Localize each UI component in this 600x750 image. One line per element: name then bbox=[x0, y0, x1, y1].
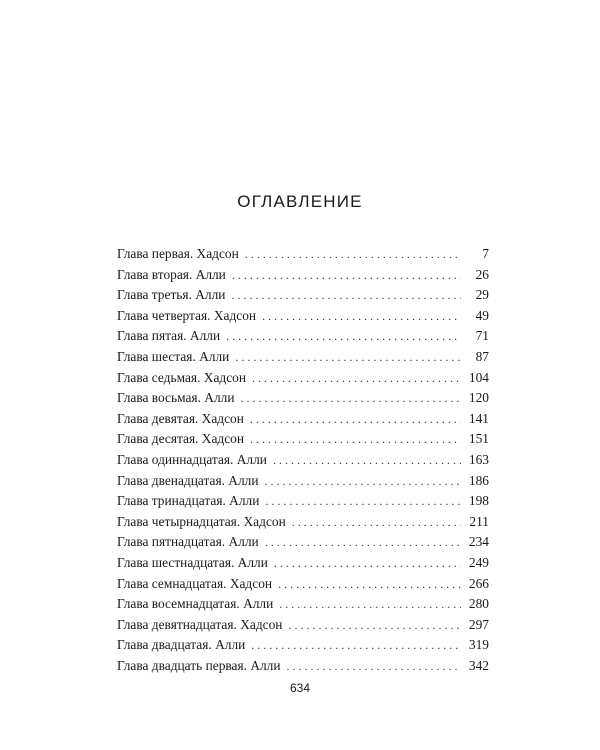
page-number: 634 bbox=[289, 681, 311, 695]
toc-entry-title: Глава четвертая. Хадсон bbox=[117, 307, 257, 323]
dot-leader bbox=[241, 388, 462, 409]
toc-entry bbox=[117, 388, 489, 409]
toc-entry-page: 141 bbox=[468, 410, 489, 426]
dot-leader bbox=[250, 429, 461, 450]
toc-entry bbox=[117, 306, 489, 327]
page-title: ОГЛАВЛЕНИЕ bbox=[237, 192, 363, 211]
toc-entry bbox=[117, 285, 489, 306]
toc-entry bbox=[117, 244, 489, 265]
dot-leader bbox=[235, 347, 461, 368]
toc-entry-title: Глава седьмая. Хадсон bbox=[117, 369, 247, 385]
toc-entry bbox=[117, 553, 489, 574]
toc-entry-title: Глава двадцатая. Алли bbox=[117, 637, 246, 653]
dot-leader bbox=[250, 409, 461, 430]
toc-entry-page: 104 bbox=[468, 369, 489, 385]
toc-entry-title: Глава одиннадцатая. Алли bbox=[117, 451, 267, 467]
toc-entry-title: Глава девятая. Хадсон bbox=[117, 410, 244, 426]
toc-entry-page: 26 bbox=[475, 266, 489, 282]
toc-entry-page: 7 bbox=[482, 246, 489, 261]
dot-leader bbox=[274, 553, 461, 574]
toc-entry-title: Глава вторая. Алли bbox=[117, 266, 226, 282]
toc-entry-page: 163 bbox=[468, 451, 489, 467]
toc-entry-page: 186 bbox=[468, 472, 489, 488]
toc-entry-title: Глава первая. Хадсон bbox=[117, 246, 239, 261]
dot-leader bbox=[226, 326, 461, 347]
toc-entry-page: 29 bbox=[475, 287, 489, 303]
table-of-contents bbox=[117, 244, 489, 676]
toc-entry-title: Глава десятая. Хадсон bbox=[117, 431, 245, 447]
toc-entry bbox=[117, 347, 489, 368]
dot-leader bbox=[231, 285, 461, 306]
dot-leader bbox=[288, 615, 461, 636]
toc-entry-title: Глава семнадцатая. Хадсон bbox=[117, 575, 273, 591]
toc-entry bbox=[117, 635, 489, 656]
toc-entry-page: 211 bbox=[469, 513, 489, 529]
toc-entry-title: Глава восьмая. Алли bbox=[117, 390, 235, 406]
dot-leader bbox=[292, 512, 461, 533]
toc-entry bbox=[117, 532, 489, 553]
dot-leader bbox=[265, 471, 462, 492]
toc-entry-title: Глава шестнадцатая. Алли bbox=[117, 554, 268, 570]
toc-entry bbox=[117, 656, 489, 677]
toc-entry-title: Глава пятнадцатая. Алли bbox=[117, 534, 259, 550]
toc-entry-page: 319 bbox=[468, 637, 489, 653]
toc-entry bbox=[117, 615, 489, 636]
toc-entry-page: 280 bbox=[468, 596, 489, 612]
toc-entry-page: 249 bbox=[468, 554, 489, 570]
toc-entry-title: Глава двадцать первая. Алли bbox=[117, 657, 281, 673]
dot-leader bbox=[251, 635, 461, 656]
toc-entry bbox=[117, 429, 489, 450]
toc-entry-page: 49 bbox=[475, 307, 489, 323]
toc-entry-title: Глава пятая. Алли bbox=[117, 328, 221, 344]
toc-entry bbox=[117, 326, 489, 347]
toc-entry bbox=[117, 512, 489, 533]
toc-entry-page: 71 bbox=[475, 328, 489, 344]
toc-entry-title: Глава четырнадцатая. Хадсон bbox=[117, 513, 286, 529]
toc-entry-title: Глава тринадцатая. Алли bbox=[117, 493, 260, 509]
dot-leader bbox=[232, 265, 461, 286]
dot-leader bbox=[245, 244, 461, 265]
dot-leader bbox=[252, 368, 461, 389]
dot-leader bbox=[287, 656, 461, 677]
toc-entry bbox=[117, 450, 489, 471]
toc-entry bbox=[117, 594, 489, 615]
dot-leader bbox=[278, 574, 461, 595]
toc-entry bbox=[117, 471, 489, 492]
toc-entry-title: Глава двенадцатая. Алли bbox=[117, 472, 259, 488]
dot-leader bbox=[265, 491, 461, 512]
dot-leader bbox=[273, 450, 461, 471]
toc-entry bbox=[117, 574, 489, 595]
toc-entry-page: 198 bbox=[468, 493, 489, 509]
dot-leader bbox=[279, 594, 461, 615]
toc-entry bbox=[117, 409, 489, 430]
dot-leader bbox=[265, 532, 461, 553]
toc-entry bbox=[117, 265, 489, 286]
toc-entry-title: Глава третья. Алли bbox=[117, 287, 226, 303]
toc-entry-page: 151 bbox=[468, 431, 489, 447]
toc-entry-title: Глава девятнадцатая. Хадсон bbox=[117, 616, 283, 632]
toc-entry-title: Глава шестая. Алли bbox=[117, 348, 230, 364]
toc-entry-page: 87 bbox=[475, 348, 489, 364]
toc-entry-page: 234 bbox=[468, 534, 489, 550]
toc-entry-page: 342 bbox=[468, 657, 489, 673]
toc-entry-page: 120 bbox=[468, 390, 489, 406]
dot-leader bbox=[262, 306, 461, 327]
toc-entry bbox=[117, 491, 489, 512]
toc-entry-title: Глава восемнадцатая. Алли bbox=[117, 596, 274, 612]
toc-entry-page: 297 bbox=[468, 616, 489, 632]
toc-entry-page: 266 bbox=[468, 575, 489, 591]
toc-entry bbox=[117, 368, 489, 389]
